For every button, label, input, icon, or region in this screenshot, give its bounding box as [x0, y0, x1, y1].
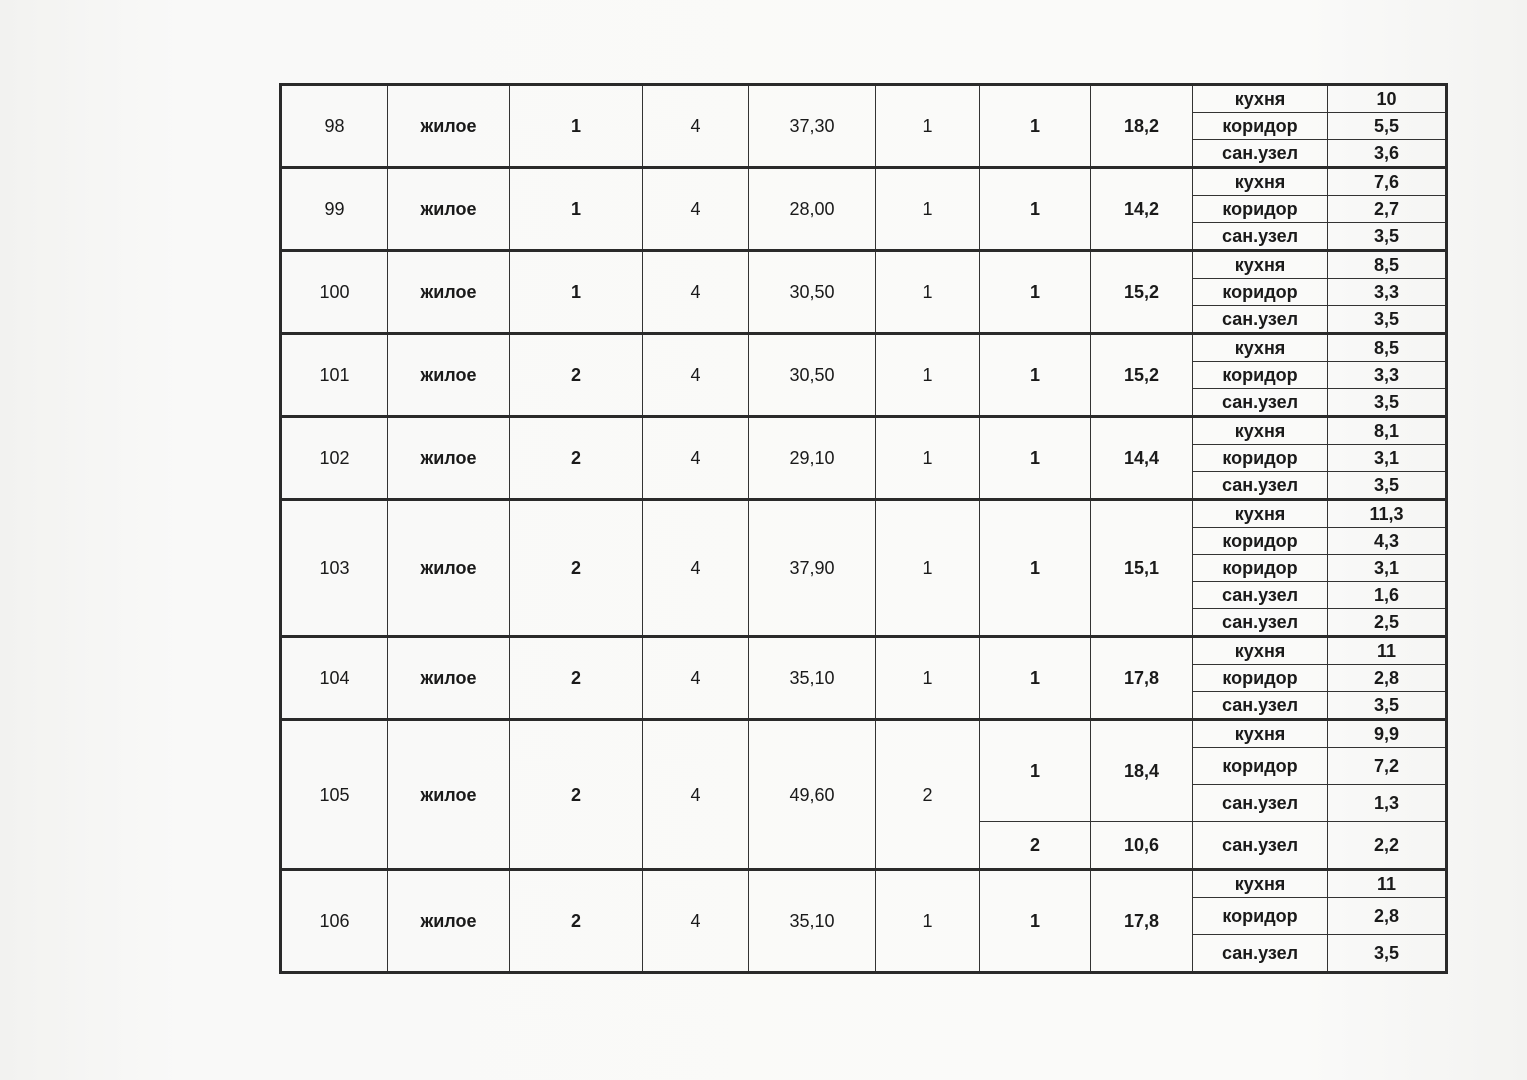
living-room-number: 1: [980, 334, 1091, 417]
aux-room-name: кухня: [1193, 85, 1328, 113]
living-room-count: 1: [876, 168, 980, 251]
aux-room-name: коридор: [1193, 528, 1328, 555]
apartment-type: жилое: [388, 720, 510, 870]
living-room-count: 2: [876, 720, 980, 870]
apartment-type: жилое: [388, 500, 510, 637]
living-room-count: 1: [876, 870, 980, 973]
aux-room-area: 1,3: [1328, 785, 1447, 822]
col-3-value: 2: [510, 870, 643, 973]
aux-room-area: 3,1: [1328, 555, 1447, 582]
aux-room-name: сан.узел: [1193, 389, 1328, 417]
living-room-area: 15,2: [1091, 334, 1193, 417]
living-room-area: 17,8: [1091, 637, 1193, 720]
aux-room-name: сан.узел: [1193, 306, 1328, 334]
aux-room-name: коридор: [1193, 445, 1328, 472]
aux-room-area: 3,5: [1328, 935, 1447, 973]
aux-room-area: 4,3: [1328, 528, 1447, 555]
apartment-number: 106: [281, 870, 388, 973]
aux-room-name: кухня: [1193, 500, 1328, 528]
apartment-number: 98: [281, 85, 388, 168]
living-room-area: 15,2: [1091, 251, 1193, 334]
living-room-number: 1: [980, 637, 1091, 720]
aux-room-area: 3,6: [1328, 140, 1447, 168]
col-4-value: 4: [643, 870, 749, 973]
aux-room-name: коридор: [1193, 555, 1328, 582]
living-room-area: 14,4: [1091, 417, 1193, 500]
total-area: 30,50: [749, 251, 876, 334]
aux-room-name: сан.узел: [1193, 582, 1328, 609]
living-room-number: 1: [980, 417, 1091, 500]
col-4-value: 4: [643, 168, 749, 251]
table-row: [281, 637, 1447, 665]
col-3-value: 2: [510, 417, 643, 500]
aux-room-area: 8,1: [1328, 417, 1447, 445]
living-room-number: 1: [980, 85, 1091, 168]
table-row: [281, 334, 1447, 362]
aux-room-area: 1,6: [1328, 582, 1447, 609]
aux-room-name: кухня: [1193, 251, 1328, 279]
aux-room-area: 2,2: [1328, 822, 1447, 870]
aux-room-name: коридор: [1193, 748, 1328, 785]
apartment-type: жилое: [388, 85, 510, 168]
col-3-value: 2: [510, 720, 643, 870]
living-room-area: 10,6: [1091, 822, 1193, 870]
aux-room-area: 8,5: [1328, 251, 1447, 279]
aux-room-area: 3,5: [1328, 472, 1447, 500]
apartment-number: 103: [281, 500, 388, 637]
apartment-number: 105: [281, 720, 388, 870]
aux-room-name: кухня: [1193, 637, 1328, 665]
aux-room-name: кухня: [1193, 870, 1328, 898]
apartment-type: жилое: [388, 168, 510, 251]
aux-room-area: 3,3: [1328, 279, 1447, 306]
aux-room-area: 7,6: [1328, 168, 1447, 196]
apartment-type: жилое: [388, 251, 510, 334]
col-3-value: 2: [510, 637, 643, 720]
aux-room-area: 2,8: [1328, 665, 1447, 692]
living-room-count: 1: [876, 417, 980, 500]
aux-room-name: сан.узел: [1193, 609, 1328, 637]
table-row: [281, 168, 1447, 196]
apartment-type: жилое: [388, 870, 510, 973]
total-area: 49,60: [749, 720, 876, 870]
col-3-value: 1: [510, 251, 643, 334]
aux-room-name: кухня: [1193, 334, 1328, 362]
apartment-number: 104: [281, 637, 388, 720]
total-area: 28,00: [749, 168, 876, 251]
apartment-type: жилое: [388, 637, 510, 720]
aux-room-area: 11,3: [1328, 500, 1447, 528]
aux-room-name: сан.узел: [1193, 822, 1328, 870]
living-room-count: 1: [876, 85, 980, 168]
table-row: [281, 251, 1447, 279]
living-room-area: 18,2: [1091, 85, 1193, 168]
table-row: [281, 417, 1447, 445]
aux-room-name: сан.узел: [1193, 223, 1328, 251]
total-area: 37,30: [749, 85, 876, 168]
total-area: 29,10: [749, 417, 876, 500]
total-area: 35,10: [749, 637, 876, 720]
aux-room-area: 11: [1328, 637, 1447, 665]
apartment-number: 101: [281, 334, 388, 417]
aux-room-name: кухня: [1193, 168, 1328, 196]
aux-room-name: кухня: [1193, 417, 1328, 445]
col-4-value: 4: [643, 251, 749, 334]
aux-room-area: 3,5: [1328, 389, 1447, 417]
living-room-number: 1: [980, 720, 1091, 822]
aux-room-name: коридор: [1193, 196, 1328, 223]
table-row: [281, 720, 1447, 748]
apartment-number: 99: [281, 168, 388, 251]
aux-room-area: 3,3: [1328, 362, 1447, 389]
col-3-value: 1: [510, 85, 643, 168]
living-room-count: 1: [876, 500, 980, 637]
living-room-area: 17,8: [1091, 870, 1193, 973]
aux-room-area: 11: [1328, 870, 1447, 898]
aux-room-area: 10: [1328, 85, 1447, 113]
aux-room-area: 2,8: [1328, 898, 1447, 935]
col-4-value: 4: [643, 500, 749, 637]
apartment-type: жилое: [388, 417, 510, 500]
col-4-value: 4: [643, 85, 749, 168]
total-area: 35,10: [749, 870, 876, 973]
aux-room-area: 9,9: [1328, 720, 1447, 748]
aux-room-name: коридор: [1193, 113, 1328, 140]
aux-room-name: коридор: [1193, 898, 1328, 935]
aux-room-name: сан.узел: [1193, 140, 1328, 168]
living-room-area: 18,4: [1091, 720, 1193, 822]
aux-room-name: сан.узел: [1193, 472, 1328, 500]
col-3-value: 2: [510, 500, 643, 637]
col-4-value: 4: [643, 637, 749, 720]
total-area: 30,50: [749, 334, 876, 417]
aux-room-name: кухня: [1193, 720, 1328, 748]
aux-room-name: сан.узел: [1193, 692, 1328, 720]
aux-room-area: 2,7: [1328, 196, 1447, 223]
living-room-number: 1: [980, 500, 1091, 637]
living-room-number: 2: [980, 822, 1091, 870]
aux-room-area: 2,5: [1328, 609, 1447, 637]
col-3-value: 2: [510, 334, 643, 417]
aux-room-name: сан.узел: [1193, 785, 1328, 822]
apartment-number: 102: [281, 417, 388, 500]
table-row: [281, 500, 1447, 528]
aux-room-area: 3,5: [1328, 306, 1447, 334]
aux-room-area: 8,5: [1328, 334, 1447, 362]
aux-room-name: сан.узел: [1193, 935, 1328, 973]
col-4-value: 4: [643, 417, 749, 500]
col-4-value: 4: [643, 334, 749, 417]
aux-room-name: коридор: [1193, 665, 1328, 692]
living-room-number: 1: [980, 251, 1091, 334]
living-room-count: 1: [876, 637, 980, 720]
living-room-area: 15,1: [1091, 500, 1193, 637]
apartment-number: 100: [281, 251, 388, 334]
col-3-value: 1: [510, 168, 643, 251]
aux-room-area: 3,5: [1328, 223, 1447, 251]
aux-room-name: коридор: [1193, 362, 1328, 389]
total-area: 37,90: [749, 500, 876, 637]
aux-room-area: 3,1: [1328, 445, 1447, 472]
table-row: [281, 870, 1447, 898]
living-room-number: 1: [980, 870, 1091, 973]
table-row: [281, 85, 1447, 113]
living-room-count: 1: [876, 334, 980, 417]
aux-room-area: 3,5: [1328, 692, 1447, 720]
living-room-number: 1: [980, 168, 1091, 251]
apartment-table: [279, 83, 1448, 974]
col-4-value: 4: [643, 720, 749, 870]
living-room-area: 14,2: [1091, 168, 1193, 251]
aux-room-area: 7,2: [1328, 748, 1447, 785]
living-room-count: 1: [876, 251, 980, 334]
aux-room-area: 5,5: [1328, 113, 1447, 140]
apartment-type: жилое: [388, 334, 510, 417]
aux-room-name: коридор: [1193, 279, 1328, 306]
